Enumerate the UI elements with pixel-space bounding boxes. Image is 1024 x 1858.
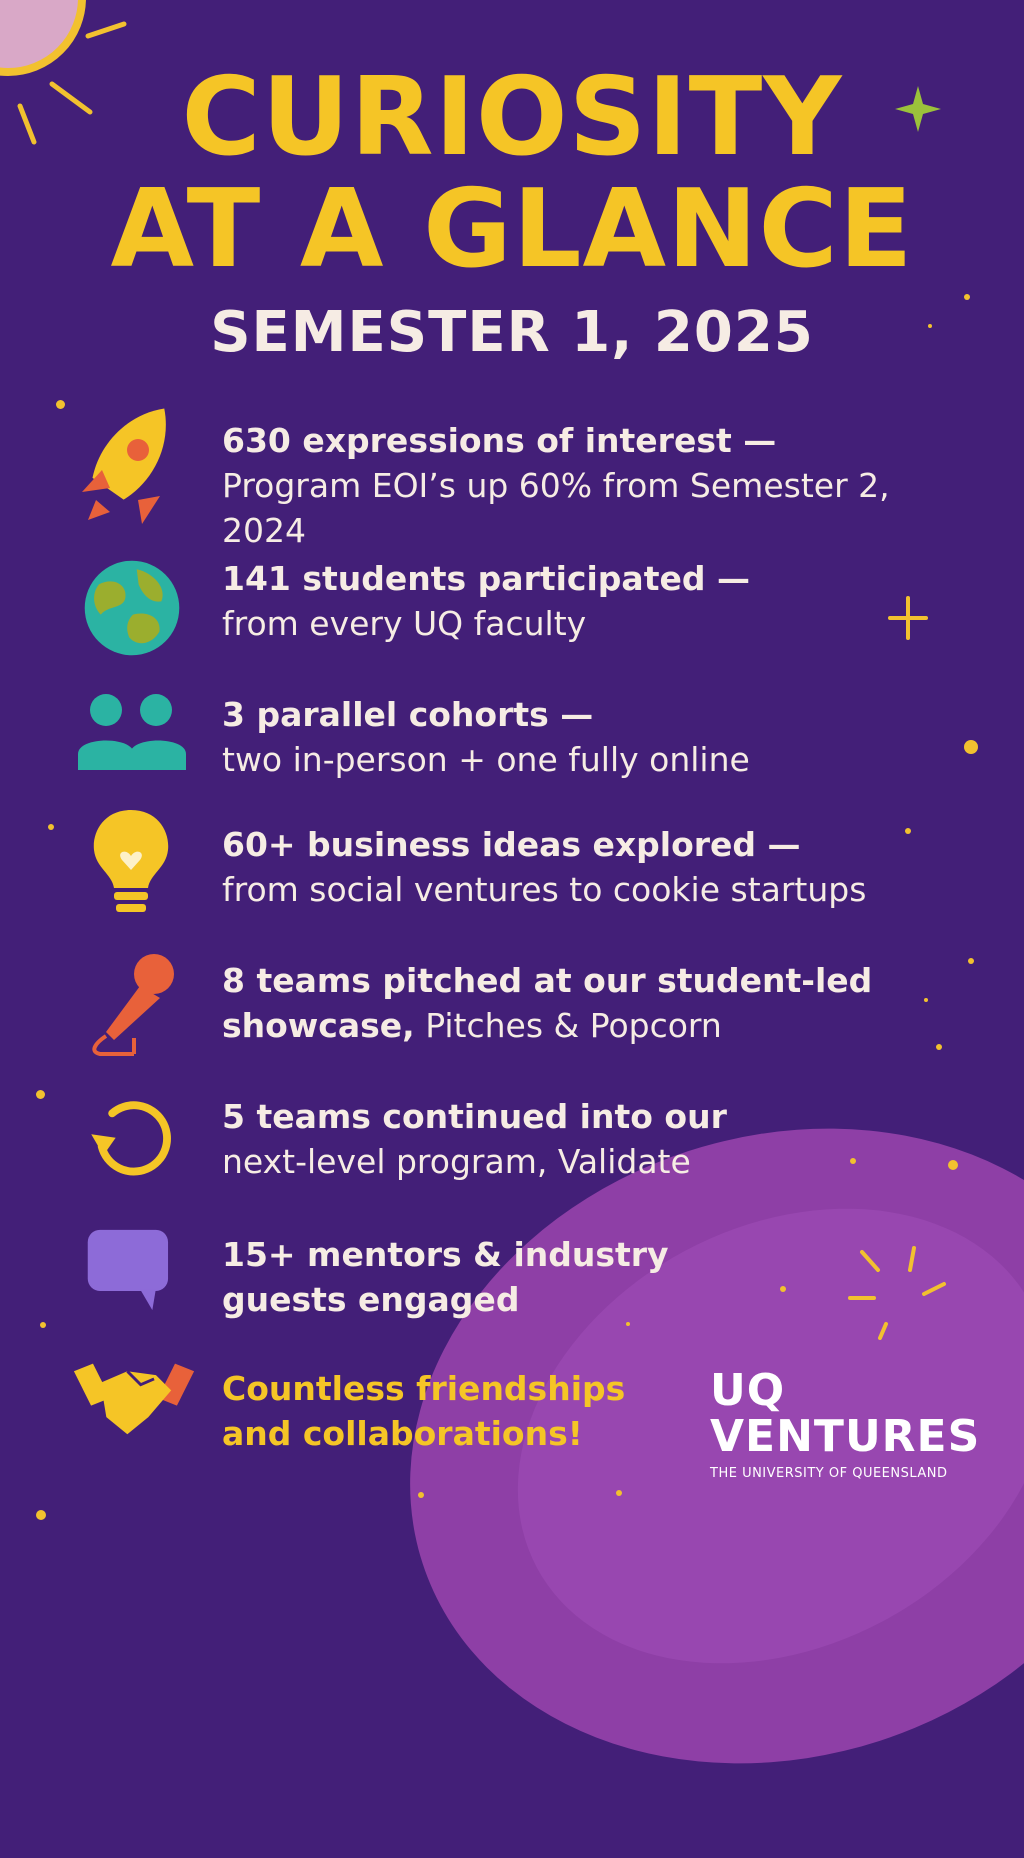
stat-detail: Pitches & Popcorn: [425, 1006, 722, 1045]
star-dot: [48, 824, 54, 830]
globe-icon: [80, 556, 184, 660]
star-dot: [36, 1090, 45, 1099]
stat-text: [222, 822, 982, 912]
stat-highlight: Countless friendships: [222, 1369, 626, 1408]
stat-detail: and collaborations!: [222, 1414, 583, 1453]
stat-text: [222, 958, 982, 1048]
stat-detail: next-level program, Validate: [222, 1142, 691, 1181]
logo-line-uq: UQ: [710, 1365, 786, 1416]
stat-highlight: 8 teams pitched at our student-led: [222, 961, 873, 1000]
stat-highlight: 141 students participated —: [222, 559, 750, 598]
star-dot: [616, 1490, 622, 1496]
star-dot: [626, 1322, 630, 1326]
star-dot: [40, 1322, 46, 1328]
stat-text: [222, 556, 982, 646]
stat-detail: from every UQ faculty: [222, 604, 587, 643]
stat-detail: two in-person + one fully online: [222, 740, 750, 779]
stat-text: [222, 418, 982, 553]
stat-detail: from social ventures to cookie startups: [222, 870, 867, 909]
lightbulb-icon: [76, 808, 186, 920]
stat-detail: guests engaged: [222, 1280, 520, 1319]
poster-title-line-1: CURIOSITY: [181, 55, 843, 180]
stat-highlight-continued: showcase,: [222, 1006, 415, 1045]
stat-highlight: 3 parallel cohorts —: [222, 695, 594, 734]
logo-line-ventures: VENTURES: [710, 1411, 981, 1462]
handshake-icon: [72, 1358, 196, 1438]
microphone-icon: [76, 948, 186, 1058]
stat-text: [222, 1232, 982, 1322]
refresh-icon: [86, 1088, 182, 1184]
star-dot: [56, 400, 65, 409]
stat-highlight: 5 teams continued into our: [222, 1097, 727, 1136]
uq-ventures-logo: [710, 1365, 990, 1481]
stat-highlight: 60+ business ideas explored —: [222, 825, 801, 864]
stat-text: [222, 692, 982, 782]
star-dot: [36, 1510, 46, 1520]
poster-subtitle: SEMESTER 1, 2025: [210, 300, 814, 365]
poster-title-line-2: AT A GLANCE: [110, 167, 914, 292]
speech-bubble-icon: [86, 1222, 182, 1318]
stat-highlight: 15+ mentors & industry: [222, 1235, 669, 1274]
stat-detail: Program EOI’s up 60% from Semester 2, 2024: [222, 466, 890, 550]
logo-line-university: THE UNIVERSITY OF QUEENSLAND: [710, 1466, 948, 1481]
star-dot: [418, 1492, 424, 1498]
rocket-icon: [76, 396, 186, 526]
stat-text: [222, 1094, 982, 1184]
people-icon: [76, 692, 186, 772]
stat-highlight: 630 expressions of interest —: [222, 421, 777, 460]
